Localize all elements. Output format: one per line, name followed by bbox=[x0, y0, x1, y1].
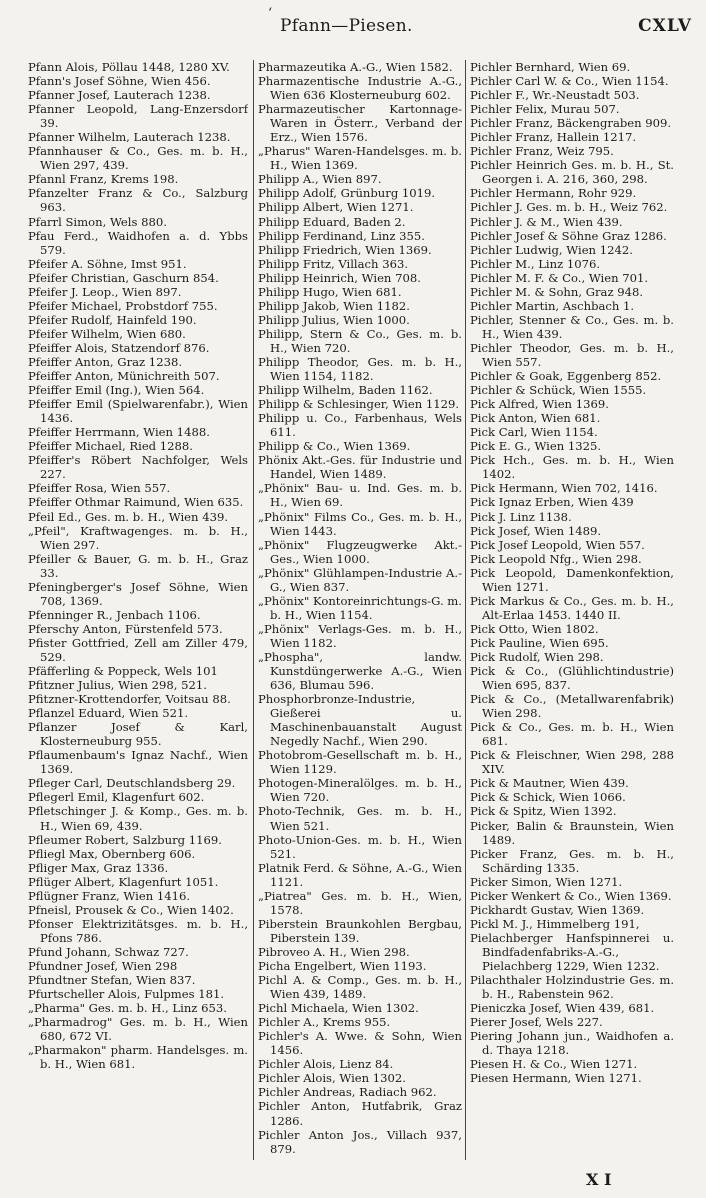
directory-entry: Pfeiffer Othmar Raimund, Wien 635. bbox=[28, 495, 244, 510]
directory-entry: Philipp Ferdinand, Linz 355. bbox=[258, 228, 425, 243]
directory-entry: Pichler Andreas, Radiach 962. bbox=[258, 1085, 437, 1100]
directory-entry: Picha Engelbert, Wien 1193. bbox=[258, 959, 427, 973]
directory-entry: Philipp Eduard, Baden 2. bbox=[258, 214, 406, 229]
directory-entry: Pfann Alois, Pöllau 1448, 1280 XV. bbox=[28, 60, 230, 74]
directory-entry: Pierer Josef, Wels 227. bbox=[470, 1015, 603, 1030]
directory-entry: Pichler Hermann, Rohr 929. bbox=[470, 186, 637, 201]
directory-entry: Pfannhauser & Co., Ges. m. b. H., Wien 297, 439. bbox=[28, 144, 248, 173]
directory-entry: Pick Hch., Ges. m. b. H., Wien 1402. bbox=[470, 453, 674, 482]
directory-entry: Pfeifer Christian, Gaschurn 854. bbox=[28, 270, 219, 285]
directory-entry: Pfanzelter Franz & Co., Salzburg 963. bbox=[28, 186, 248, 215]
directory-entry: Pfeiffer Emil (Ing.), Wien 564. bbox=[28, 383, 205, 398]
directory-entry: Pfeiffer Rosa, Wien 557. bbox=[28, 481, 171, 496]
directory-entry: Pfeifer A. Söhne, Imst 951. bbox=[28, 256, 187, 271]
directory-entry: Piberstein Braunkohlen Bergbau, Piberstein 139. bbox=[258, 916, 462, 945]
directory-entry: Philipp Hugo, Wien 681. bbox=[258, 284, 402, 299]
column-divider bbox=[253, 60, 254, 1160]
directory-entry: Pfenninger R., Jenbach 1106. bbox=[28, 607, 201, 622]
directory-entry: Pichler Anton, Hutfabrik, Graz 1286. bbox=[258, 1099, 462, 1128]
directory-entry: Picker Simon, Wien 1271. bbox=[470, 874, 623, 889]
directory-entry: Pfeiffer Anton, Münichreith 507. bbox=[28, 369, 220, 384]
column-2 bbox=[258, 60, 462, 1160]
directory-entry: Pharmazentische Industrie A.-G., Wien 636 Klosterneuburg 602. bbox=[258, 74, 462, 103]
directory-entry: Pichler Alois, Lienz 84. bbox=[258, 1057, 394, 1072]
directory-entry: Pick Carl, Wien 1154. bbox=[470, 425, 598, 440]
directory-entry: Pick Josef Leopold, Wien 557. bbox=[470, 537, 645, 552]
directory-entry: Piesen Hermann, Wien 1271. bbox=[470, 1071, 642, 1086]
directory-entry: Philipp & Schlesinger, Wien 1129. bbox=[258, 397, 460, 412]
directory-entry: Photobrom-Gesellschaft m. b. H., Wien 1129. bbox=[258, 748, 462, 777]
directory-entry: Pick E. G., Wien 1325. bbox=[470, 439, 602, 454]
directory-entry: Pfundner Josef, Wien 298 bbox=[28, 959, 178, 973]
column-3 bbox=[470, 60, 674, 1160]
directory-entry: Pfeiffer Herrmann, Wien 1488. bbox=[28, 425, 210, 440]
directory-entry: Pick J. Linz 1138. bbox=[470, 509, 572, 524]
directory-entry: „Phönix" Bau- u. Ind. Ges. m. b. H., Wien 69. bbox=[258, 481, 462, 510]
directory-entry: Pfleger Carl, Deutschlandsberg 29. bbox=[28, 776, 236, 791]
directory-entry: Pichler Anton Jos., Villach 937, 879. bbox=[258, 1127, 462, 1156]
directory-entry: Pfanner Wilhelm, Lauterach 1238. bbox=[28, 130, 231, 145]
directory-entry: Philipp & Co., Wien 1369. bbox=[258, 439, 411, 454]
directory-entry: „Phönix" Glühlampen-Industrie A.-G., Wien 837. bbox=[258, 565, 462, 594]
directory-entry: Pfeiffer Emil (Spielwarenfabr.), Wien 1436. bbox=[28, 397, 248, 426]
directory-entry: Pick & Mautner, Wien 439. bbox=[470, 776, 629, 791]
directory-entry: Pichler J. Ges. m. b. H., Weiz 762. bbox=[470, 200, 668, 215]
directory-entry: Pichler M. & Sohn, Graz 948. bbox=[470, 284, 644, 299]
directory-entry: Pfeifer Rudolf, Hainfeld 190. bbox=[28, 312, 197, 327]
directory-entry: „Pharus" Waren-Handelsges. m. b. H., Wien 1369. bbox=[258, 144, 462, 173]
directory-entry: Philipp u. Co., Farbenhaus, Wels 611. bbox=[258, 411, 462, 440]
directory-entry: Pichler Franz, Hallein 1217. bbox=[470, 130, 637, 145]
directory-entry: „Phönix" Films Co., Ges. m. b. H., Wien 1443. bbox=[258, 509, 462, 538]
directory-entry: Pichler Alois, Wien 1302. bbox=[258, 1071, 406, 1086]
directory-entry: Pick Ignaz Erben, Wien 439 bbox=[470, 495, 634, 510]
page-header bbox=[0, 6, 706, 46]
directory-entry: Pfannl Franz, Krems 198. bbox=[28, 172, 179, 187]
directory-entry: Pichler Bernhard, Wien 69. bbox=[470, 60, 631, 74]
directory-entry: Pick & Co., (Metallwarenfabrik) Wien 298. bbox=[470, 692, 674, 721]
directory-entry: Pfanner Leopold, Lang-Enzersdorf 39. bbox=[28, 102, 248, 131]
directory-entry: Pielachberger Hanfspinnerei u. Bindfadenfabriks-A.-G., Pielachberg 1229, Wien 1232. bbox=[470, 930, 674, 973]
directory-entry: Pick Otto, Wien 1802. bbox=[470, 621, 599, 636]
directory-entry: Philipp Friedrich, Wien 1369. bbox=[258, 242, 432, 257]
directory-entry: Pfliegl Max, Obernberg 606. bbox=[28, 846, 196, 861]
directory-entry: Pichler & Goak, Eggenberg 852. bbox=[470, 369, 662, 384]
directory-entry: „Piatrea" Ges. m. b. H., Wien, 1578. bbox=[258, 888, 462, 917]
directory-entry: Pfeningberger's Josef Söhne, Wien 708, 1369. bbox=[28, 579, 248, 608]
directory-entry: Philipp A., Wien 897. bbox=[258, 172, 382, 187]
directory-entry: Photogen-Mineralölges. m. b. H., Wien 720. bbox=[258, 776, 462, 805]
directory-entry: Pfann's Josef Söhne, Wien 456. bbox=[28, 74, 211, 89]
directory-entry: Pfundtner Stefan, Wien 837. bbox=[28, 973, 196, 988]
directory-entry: Pieniczka Josef, Wien 439, 681. bbox=[470, 1001, 655, 1016]
column-1 bbox=[28, 60, 248, 1160]
directory-entry: Pflanzer Josef & Karl, Klosterneuburg 955. bbox=[28, 720, 248, 749]
directory-entry: Phosphorbronze-Industrie, Gießerei u. Maschinenbauanstalt August Negedly Nachf., Wien 290. bbox=[258, 692, 462, 749]
directory-entry: Pichler & Schück, Wien 1555. bbox=[470, 383, 647, 398]
directory-entry: „Phospha", landw. Kunstdüngerwerke A.-G., Wien 636, Blumau 596. bbox=[258, 649, 462, 693]
directory-entry: Pichler Martin, Aschbach 1. bbox=[470, 298, 635, 313]
signature-mark: X I bbox=[586, 1170, 612, 1189]
directory-entry: Piesen H. & Co., Wien 1271. bbox=[470, 1057, 638, 1072]
directory-entry: Pichler Franz, Weiz 795. bbox=[470, 144, 614, 159]
page-number: CXLV bbox=[638, 16, 692, 36]
directory-entry: Photo-Technik, Ges. m. b. H., Wien 521. bbox=[258, 804, 462, 833]
directory-entry: Platnik Ferd. & Söhne, A.-G., Wien 1121. bbox=[258, 860, 462, 889]
directory-entry: Pfneisl, Prousek & Co., Wien 1402. bbox=[28, 902, 234, 917]
directory-entry: Pichler A., Krems 955. bbox=[258, 1015, 391, 1030]
directory-entry: Pickl M. J., Himmelberg 191, bbox=[470, 916, 640, 931]
directory-entry: Pharmazeutischer Kartonnage-Waren in Österr., Verband der Erz., Wien 1576. bbox=[258, 102, 462, 145]
directory-entry: Pfister Gottfried, Zell am Ziller 479, 529. bbox=[28, 635, 248, 664]
directory-entry: Pflüger Albert, Klagenfurt 1051. bbox=[28, 874, 219, 889]
directory-entry: Pichler M., Linz 1076. bbox=[470, 256, 601, 271]
directory-entry: Pfeil Ed., Ges. m. b. H., Wien 439. bbox=[28, 509, 229, 524]
directory-entry: „Pharmakon" pharm. Handelsges. m. b. H., Wien 681. bbox=[28, 1043, 248, 1072]
directory-entry: Pfliger Max, Graz 1336. bbox=[28, 860, 169, 875]
directory-entry: Pfletschinger J. & Komp., Ges. m. b. H., Wien 69, 439. bbox=[28, 804, 248, 833]
directory-entry: Pick & Spitz, Wien 1392. bbox=[470, 804, 617, 819]
header-mark: ʻ bbox=[268, 6, 273, 21]
directory-entry: Pfitzner-Krottendorfer, Voitsau 88. bbox=[28, 692, 231, 707]
directory-entry: Pick Leopold Nfg., Wien 298. bbox=[470, 551, 642, 566]
directory-entry: Pichler's A. Wwe. & Sohn, Wien 1456. bbox=[258, 1029, 462, 1058]
directory-entry: Pferschy Anton, Fürstenfeld 573. bbox=[28, 621, 223, 636]
directory-entry: Pichler Theodor, Ges. m. b. H., Wien 557. bbox=[470, 340, 674, 369]
directory-entry: Pick & Schick, Wien 1066. bbox=[470, 790, 626, 805]
directory-entry: „Pfeil", Kraftwagenges. m. b. H., Wien 297. bbox=[28, 523, 248, 552]
directory-entry: Picker, Balin & Braunstein, Wien 1489. bbox=[470, 818, 674, 847]
directory-entry: Pfeiffer's Röbert Nachfolger, Wels 227. bbox=[28, 453, 248, 482]
directory-entry: Picker Franz, Ges. m. b. H., Schärding 1335. bbox=[470, 846, 674, 875]
directory-entry: „Pharmadrog" Ges. m. b. H., Wien 680, 672 VI. bbox=[28, 1015, 248, 1044]
directory-entry: Pick Markus & Co., Ges. m. b. H., Alt-Erlaa 1453. 1440 II. bbox=[470, 593, 674, 622]
directory-entry: Pfeiffer Michael, Ried 1288. bbox=[28, 439, 193, 454]
directory-entry: Pfanner Josef, Lauterach 1238. bbox=[28, 88, 211, 103]
directory-entry: Pickhardt Gustav, Wien 1369. bbox=[470, 902, 645, 917]
directory-entry: Pichler Ludwig, Wien 1242. bbox=[470, 242, 633, 257]
directory-entry: Pick Rudolf, Wien 298. bbox=[470, 649, 604, 664]
directory-entry: „Phönix" Verlags-Ges. m. b. H., Wien 1182. bbox=[258, 621, 462, 650]
directory-entry: Philipp Theodor, Ges. m. b. H., Wien 1154, 1182. bbox=[258, 354, 462, 384]
directory-entry: Piering Johann jun., Waidhofen a. d. Thaya 1218. bbox=[470, 1029, 674, 1058]
directory-entry: Pick Hermann, Wien 702, 1416. bbox=[470, 481, 658, 496]
directory-entry: Philipp Albert, Wien 1271. bbox=[258, 200, 414, 215]
directory-entry: Photo-Union-Ges. m. b. H., Wien 521. bbox=[258, 832, 462, 861]
directory-entry: Pfeiffer Anton, Graz 1238. bbox=[28, 354, 183, 369]
directory-entry: Pichl A. & Comp., Ges. m. b. H., Wien 439, 1489. bbox=[258, 973, 462, 1002]
directory-entry: „Phönix" Flugzeugwerke Akt.-Ges., Wien 1000. bbox=[258, 537, 462, 566]
directory-entry: Pfeiller & Bauer, G. m. b. H., Graz 33. bbox=[28, 551, 248, 580]
directory-entry: Pick Anton, Wien 681. bbox=[470, 411, 601, 426]
directory-entry: Philipp Jakob, Wien 1182. bbox=[258, 298, 410, 313]
directory-entry: Pfurtscheller Alois, Fulpmes 181. bbox=[28, 987, 225, 1002]
directory-entry: Philipp Fritz, Villach 363. bbox=[258, 256, 409, 271]
directory-entry: Pichler, Stenner & Co., Ges. m. b. H., Wien 439. bbox=[470, 312, 674, 341]
directory-entry: Pfäfferling & Poppeck, Wels 101 bbox=[28, 664, 218, 679]
directory-entry: Picker Wenkert & Co., Wien 1369. bbox=[470, 888, 672, 903]
directory-entry: Pichler Josef & Söhne Graz 1286. bbox=[470, 228, 667, 243]
directory-entry: „Pharma" Ges. m. b. H., Linz 653. bbox=[28, 1001, 227, 1016]
directory-entry: Pichler Heinrich Ges. m. b. H., St. Georgen i. A. 216, 360, 298. bbox=[470, 158, 674, 187]
directory-entry: Pfeifer Michael, Probstdorf 755. bbox=[28, 298, 218, 313]
directory-entry: Pichler Franz, Bäckengraben 909. bbox=[470, 116, 672, 131]
directory-entry: Pichler M. F. & Co., Wien 701. bbox=[470, 270, 649, 285]
directory-entry: Pichler F., Wr.-Neustadt 503. bbox=[470, 88, 640, 103]
page-title: Pfann—Piesen. bbox=[280, 16, 413, 36]
directory-entry: Pharmazeutika A.-G., Wien 1582. bbox=[258, 60, 453, 74]
directory-entry: Pick Josef, Wien 1489. bbox=[470, 523, 602, 538]
directory-entry: Pflügner Franz, Wien 1416. bbox=[28, 888, 191, 903]
directory-entry: Phönix Akt.-Ges. für Industrie und Handel, Wien 1489. bbox=[258, 453, 462, 482]
directory-entry: Philipp Adolf, Grünburg 1019. bbox=[258, 186, 436, 201]
directory-entry: „Phönix" Kontoreinrichtungs-G. m. b. H., Wien 1154. bbox=[258, 593, 462, 622]
directory-entry: Pick & Co., (Glühlichtindustrie) Wien 695, 837. bbox=[470, 664, 674, 693]
directory-entry: Pfarrl Simon, Wels 880. bbox=[28, 214, 167, 229]
directory-entry: Pick Leopold, Damenkonfektion, Wien 1271. bbox=[470, 565, 674, 594]
directory-entry: Philipp Wilhelm, Baden 1162. bbox=[258, 383, 433, 398]
directory-entry: Pflanzel Eduard, Wien 521. bbox=[28, 706, 189, 721]
directory-entry: Pfeifer J. Leop., Wien 897. bbox=[28, 284, 182, 299]
directory-entry: Philipp, Stern & Co., Ges. m. b. H., Wien 720. bbox=[258, 326, 462, 355]
directory-entry: Pichler J. & M., Wien 439. bbox=[470, 214, 623, 229]
directory-entry: Pfeiffer Alois, Statzendorf 876. bbox=[28, 340, 210, 355]
column-divider bbox=[465, 60, 466, 1160]
directory-entry: Pfeifer Wilhelm, Wien 680. bbox=[28, 326, 186, 341]
directory-entry: Pichl Michaela, Wien 1302. bbox=[258, 1001, 419, 1016]
directory-entry: Pflaumenbaum's Ignaz Nachf., Wien 1369. bbox=[28, 748, 248, 777]
directory-entry: Pfonser Elektrizitätsges. m. b. H., Pfons 786. bbox=[28, 916, 248, 945]
directory-entry: Pilachthaler Holzindustrie Ges. m. b. H., Rabenstein 962. bbox=[470, 973, 674, 1002]
directory-entry: Pichler Felix, Murau 507. bbox=[470, 102, 620, 117]
directory-entry: Pichler Carl W. & Co., Wien 1154. bbox=[470, 74, 669, 89]
directory-entry: Pfleumer Robert, Salzburg 1169. bbox=[28, 832, 222, 847]
directory-entry: Pflegerl Emil, Klagenfurt 602. bbox=[28, 790, 205, 805]
directory-entry: Pfitzner Julius, Wien 298, 521. bbox=[28, 678, 207, 693]
directory-entry: Pick Pauline, Wien 695. bbox=[470, 635, 609, 650]
directory-entry: Pibroveo A. H., Wien 298. bbox=[258, 944, 410, 959]
directory-entry: Pfund Johann, Schwaz 727. bbox=[28, 944, 189, 959]
directory-entry: Pfau Ferd., Waidhofen a. d. Ybbs 579. bbox=[28, 228, 248, 257]
directory-entry: Philipp Heinrich, Wien 708. bbox=[258, 270, 421, 285]
directory-entry: Philipp Julius, Wien 1000. bbox=[258, 312, 410, 327]
directory-entry: Pick & Fleischner, Wien 298, 288 XIV. bbox=[470, 748, 674, 777]
directory-entry: Pick & Co., Ges. m. b. H., Wien 681. bbox=[470, 720, 674, 749]
directory-entry: Pick Alfred, Wien 1369. bbox=[470, 397, 609, 412]
